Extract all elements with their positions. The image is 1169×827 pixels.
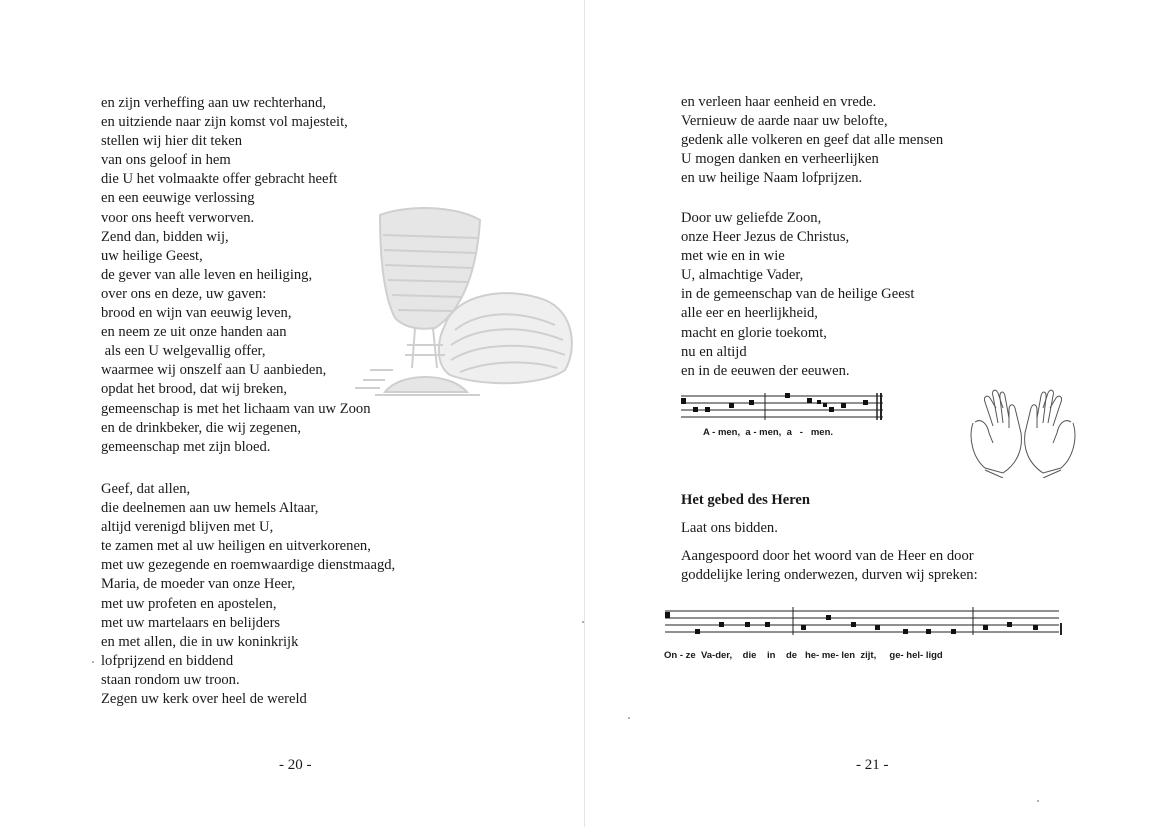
text-line: en uitziende naar zijn komst vol majesteit, xyxy=(101,114,348,131)
amen-music-staff xyxy=(679,388,889,426)
text-line: en de drinkbeker, die wij zegenen, xyxy=(101,419,301,436)
scan-speck xyxy=(1037,800,1039,802)
eucharistic-prayer-text-part-2 xyxy=(101,480,395,709)
text-line: uw heilige Geest, xyxy=(101,247,203,264)
text-line: U mogen danken en verheerlijken xyxy=(681,151,879,168)
text-line: U, almachtige Vader, xyxy=(681,267,804,284)
text-line: opdat het brood, dat wij breken, xyxy=(101,381,288,398)
text-line: die deelnemen aan uw hemels Altaar, xyxy=(101,500,319,517)
text-line: over ons en deze, uw gaven: xyxy=(101,285,267,302)
text-line: Door uw geliefde Zoon, xyxy=(681,210,822,226)
amen-lyrics: A - men, a - men, a - men. xyxy=(703,427,834,438)
text-line: de gever van alle leven en heiliging, xyxy=(101,266,313,283)
text-line: en met allen, die in uw koninkrijk xyxy=(101,633,299,650)
text-line: Vernieuw de aarde naar uw belofte, xyxy=(681,113,888,130)
text-line: in de gemeenschap van de heilige Geest xyxy=(681,286,915,303)
text-line: waarmee wij onszelf aan U aanbieden, xyxy=(101,362,327,379)
eucharistic-prayer-text-part-1 xyxy=(101,94,371,457)
praying-hands-illustration xyxy=(963,378,1083,478)
text-line: met uw martelaars en belijders xyxy=(101,614,281,631)
text-line: en verleen haar eenheid en vrede. xyxy=(681,94,877,110)
doxology-text-part-1 xyxy=(681,93,943,188)
text-line: met uw gezegende en roemwaardige dienstmaagd, xyxy=(101,557,396,574)
page-number: - 20 - xyxy=(279,757,312,773)
right-page xyxy=(585,0,1169,827)
text-line: gedenk alle volkeren en geef dat alle mensen xyxy=(681,132,944,149)
scan-speck xyxy=(582,621,584,623)
chalice-bread-illustration xyxy=(345,200,580,415)
left-page xyxy=(0,0,584,827)
text-line: en in de eeuwen der eeuwen. xyxy=(681,362,850,379)
text-line: staan rondom uw troon. xyxy=(101,671,240,688)
text-line: en een eeuwige verlossing xyxy=(101,190,255,207)
text-line: gemeenschap is met het lichaam van uw Zoon xyxy=(101,400,371,417)
doxology-text-part-2 xyxy=(681,209,914,381)
text-line: als een U welgevallig offer, xyxy=(101,343,266,360)
page-number: - 21 - xyxy=(856,757,889,773)
text-line: met uw profeten en apostelen, xyxy=(101,595,277,612)
text-line: van ons geloof in hem xyxy=(101,152,231,169)
text-line: gemeenschap met zijn bloed. xyxy=(101,438,271,455)
text-line: brood en wijn van eeuwig leven, xyxy=(101,305,292,322)
text-line: en uw heilige Naam lofprijzen. xyxy=(681,170,863,187)
text-line: voor ons heeft verworven. xyxy=(101,209,255,226)
text-line: nu en altijd xyxy=(681,343,747,360)
text-line: lofprijzend en biddend xyxy=(101,652,234,669)
text-line: en zijn verheffing aan uw rechterhand, xyxy=(101,95,327,111)
text-line: Maria, de moeder van onze Heer, xyxy=(101,576,296,593)
text-line: altijd verenigd blijven met U, xyxy=(101,519,274,536)
pater-noster-lyrics: On - ze Va-der, die in de he- me- len zijt, ge- hel- ligd xyxy=(664,650,943,661)
text-line: Zend dan, bidden wij, xyxy=(101,228,229,245)
text-line: onze Heer Jezus de Christus, xyxy=(681,229,850,246)
text-line: alle eer en heerlijkheid, xyxy=(681,305,818,322)
invitation-text: Laat ons bidden. xyxy=(681,520,778,536)
text-line: en neem ze uit onze handen aan xyxy=(101,324,287,341)
text-line: met wie en in wie xyxy=(681,248,785,265)
text-line: die U het volmaakte offer gebracht heeft xyxy=(101,171,338,188)
scan-speck xyxy=(92,661,94,663)
text-line: Zegen uw kerk over heel de wereld xyxy=(101,691,307,708)
pater-noster-music-staff xyxy=(663,605,1065,643)
text-line: Geef, dat allen, xyxy=(101,481,191,497)
text-line: te zamen met al uw heiligen en uitverkorenen, xyxy=(101,538,371,555)
section-heading: Het gebed des Heren xyxy=(681,492,811,508)
text-line: macht en glorie toekomt, xyxy=(681,324,827,341)
text-line: stellen wij hier dit teken xyxy=(101,133,243,150)
intro-text: Aangespoord door het woord van de Heer en door goddelijke lering onderwezen, durven wij spreken: xyxy=(681,548,978,583)
scan-speck xyxy=(628,717,630,719)
